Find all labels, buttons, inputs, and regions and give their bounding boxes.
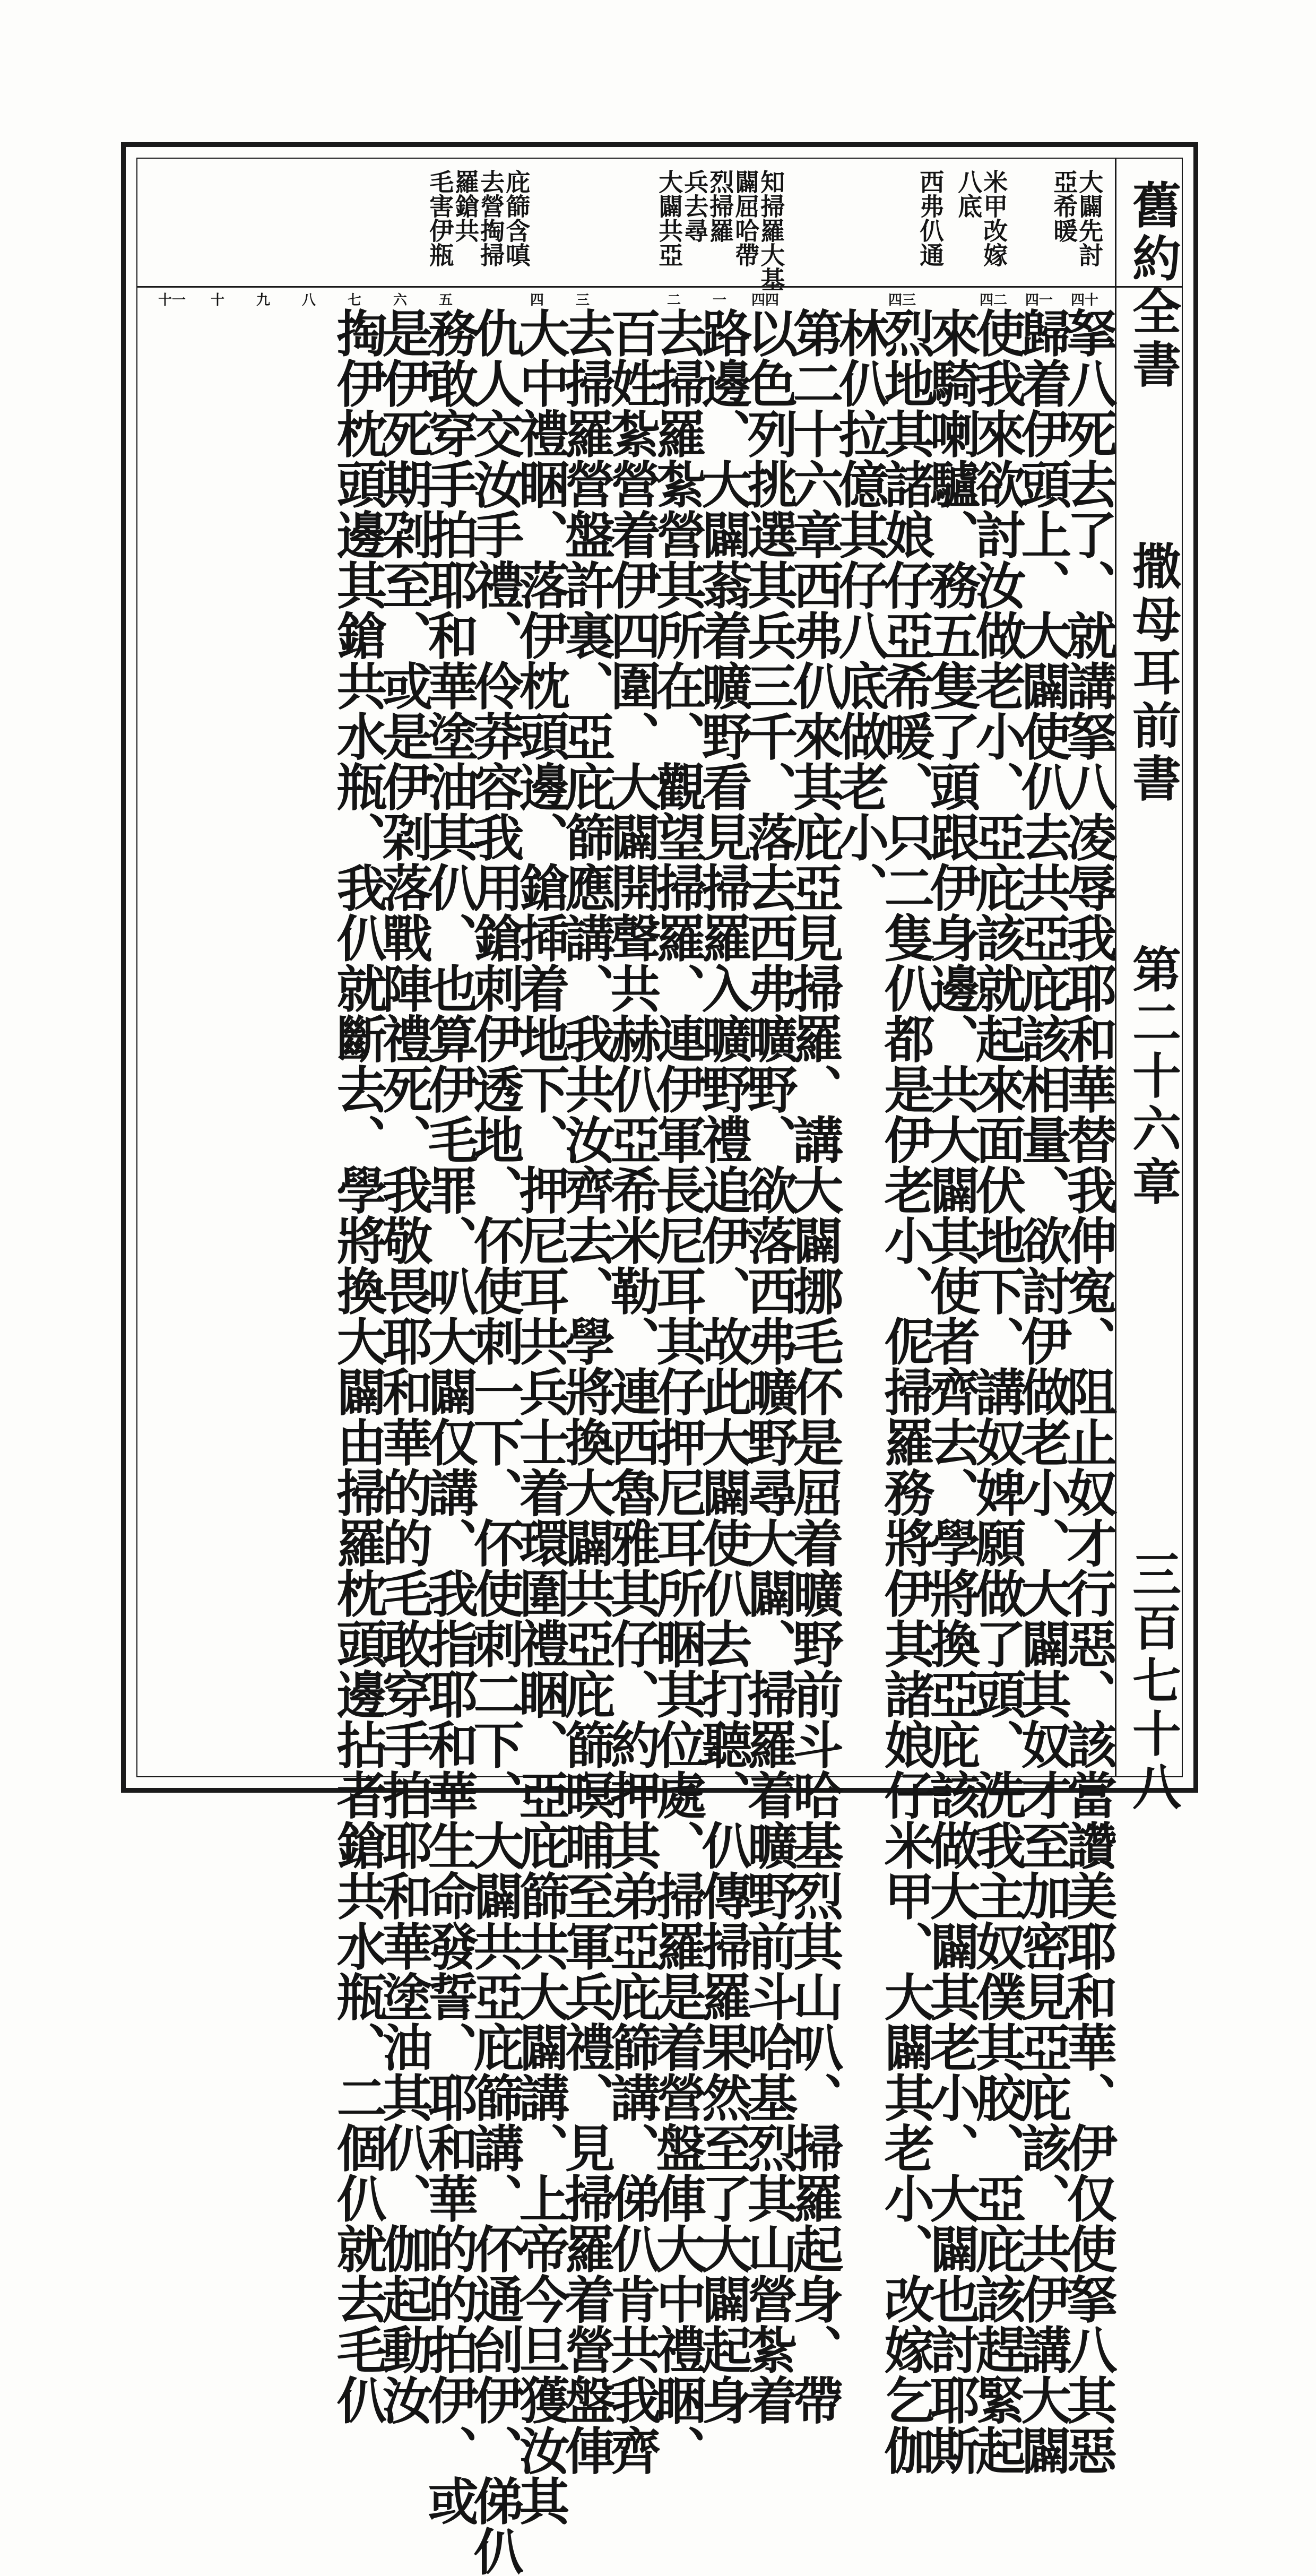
verse-number: 四四 bbox=[751, 292, 779, 308]
gloss-col: 兵去尋 bbox=[680, 169, 709, 243]
verse-number: 四 bbox=[530, 292, 544, 308]
page-frame bbox=[121, 142, 1198, 2576]
text-column: 務敢穿手拍耶和華塗油其仈、也算伊毛罪、叭大闢仅講、我指耶和華生命發誓、耶和華的的拍伊、或 bbox=[420, 307, 479, 2526]
verse-number: 四二 bbox=[979, 292, 1007, 308]
text-column: 去掃羅紮營其所在、觀望掃羅、連伊軍長尼耳其仔押尼耳所睏其位處、掃羅是着營盤俥大中禮睏、 bbox=[648, 307, 707, 2475]
verse-number: 九 bbox=[256, 292, 270, 308]
text-column: 仇人交汝手禮、伶莽容我用鎗刺伊透地、伓使刺一下、伓使刺二下、大闢共亞庇篩講、伓通刣伊、俤仈 bbox=[465, 307, 524, 2576]
gloss-col: 大闢共亞 bbox=[655, 169, 684, 267]
verse-number: 二 bbox=[666, 292, 681, 308]
gloss-col: 西弗仈通 bbox=[916, 169, 945, 267]
gloss-col: 毛害伊瓶 bbox=[426, 169, 455, 267]
gloss-col: 大闢先討 bbox=[1075, 169, 1104, 267]
text-column: 大中禮睏、落伊枕頭邊、鎗揷着地下、押尼耳共兵士着環圍禮睏、亞庇篩共大闢講、上帝今旦獲汝其 bbox=[511, 307, 570, 2526]
verse-number: 八 bbox=[301, 292, 316, 308]
verse-number: 七 bbox=[347, 292, 361, 308]
gloss-col: 羅鎗共 bbox=[451, 169, 480, 243]
text-column: 使我來欲討汝做老小、亞庇該就起來面伏地下、講奴婢願做了頭、洗我主奴僕其胶、亞庇該趕緊起 bbox=[967, 307, 1026, 2475]
gloss-col: 庇篩含嗔 bbox=[502, 169, 531, 267]
text-column: 以色列挑選其兵三千、落去西弗曠野、欲落西弗曠野尋大闢、掃羅着曠野前斗哈基烈其山營紮着 bbox=[739, 307, 798, 2425]
text-column: 路邊、大闢蓊着曠野看見掃羅入曠野禮追伊、故此大闢使仈去打聽、仈傳掃羅果然至了大闢起身 bbox=[694, 307, 752, 2425]
text-column: 來騎喇驢、務五隻了頭跟伊身邊、共大闢其使者齊去、學將換亞庇該做大闢其老小、大闢也討耶斯 bbox=[922, 307, 981, 2475]
verse-number: 十 bbox=[210, 292, 224, 308]
text-column: 林仈拉億其仔八底做老小、 bbox=[830, 307, 889, 912]
gloss-col: 亞希暖 bbox=[1050, 169, 1079, 243]
verse-number: 三 bbox=[575, 292, 590, 308]
verse-number: 四三 bbox=[888, 292, 916, 308]
gloss-col: 知掃羅大基 bbox=[757, 169, 786, 291]
verse-number: 四十 bbox=[1070, 292, 1098, 308]
running-head-book: 舊約全書 bbox=[1124, 180, 1182, 392]
page-number: 三百七十八 bbox=[1124, 1549, 1182, 1814]
verse-number: 一 bbox=[712, 292, 726, 308]
running-head-section: 撒母耳前書 bbox=[1124, 541, 1182, 806]
text-column: 掏伊枕頭邊其鎗共水瓶、我仈就斷去、學將換大闢由掃羅枕頭邊拈者鎗共水瓶、二個仈就去毛仈 bbox=[328, 307, 387, 2425]
verse-number: 四一 bbox=[1025, 292, 1053, 308]
text-column: 歸着伊頭上、大闢使仈去共亞庇該相量、欲討伊做老小、大闢其奴才至加密見亞庇該、共伊講大闢 bbox=[1013, 307, 1072, 2475]
gloss-col: 闢屈哈帶 bbox=[731, 169, 760, 267]
gloss-col: 去營掏掃 bbox=[477, 169, 506, 267]
text-column: 去掃羅營盤許裏、亞庇篩應講、我共汝齊去、學將換大闢共亞庇篩暝晡至軍兵禮、見掃羅着營盤俥 bbox=[557, 307, 616, 2475]
text-column: 第二十六章西弗仈來其庇亞見掃羅、講大闢挪毛伓是屈着曠野前斗哈基烈其山叭、掃羅起身、帶 bbox=[785, 307, 844, 2425]
text-column: 是伊死期刴至、或是伊刴落戰陣禮死、我敬畏耶和華的的毛敢穿手拍耶和華塗油其仈、伽起動汝 bbox=[374, 307, 433, 2425]
text-column: 烈地其諸娘仔亞希暖、只二隻仈都是伊老小、伲掃羅務將伊其諸娘仔米甲、大闢其老小、改嫁乞伽 bbox=[876, 307, 935, 2475]
gloss-col: 米甲改嫁 bbox=[980, 169, 1009, 267]
verse-number: 五 bbox=[438, 292, 453, 308]
page-frame-inner bbox=[136, 158, 1183, 2576]
verse-number: 六 bbox=[393, 292, 407, 308]
gloss-col: 烈掃羅 bbox=[706, 169, 735, 243]
running-head-chapter: 第二十六章 bbox=[1124, 944, 1182, 1209]
text-column: 百姓紮營着伊四圍、大闢開聲共赫仈亞希米勒、連西魯雅其仔、約押其弟亞庇篩講、俤仈肯共我齊 bbox=[602, 307, 661, 2475]
gloss-rule bbox=[137, 286, 1182, 288]
text-column: 拏八死去了、就講拏八凌辱我耶和華替我伸寃、阻止奴才行惡、該當讚美耶和華、伊仅使拏八其惡 bbox=[1059, 307, 1118, 2475]
gloss-col: 八底 bbox=[954, 169, 983, 218]
verse-number: 十一 bbox=[158, 292, 186, 308]
